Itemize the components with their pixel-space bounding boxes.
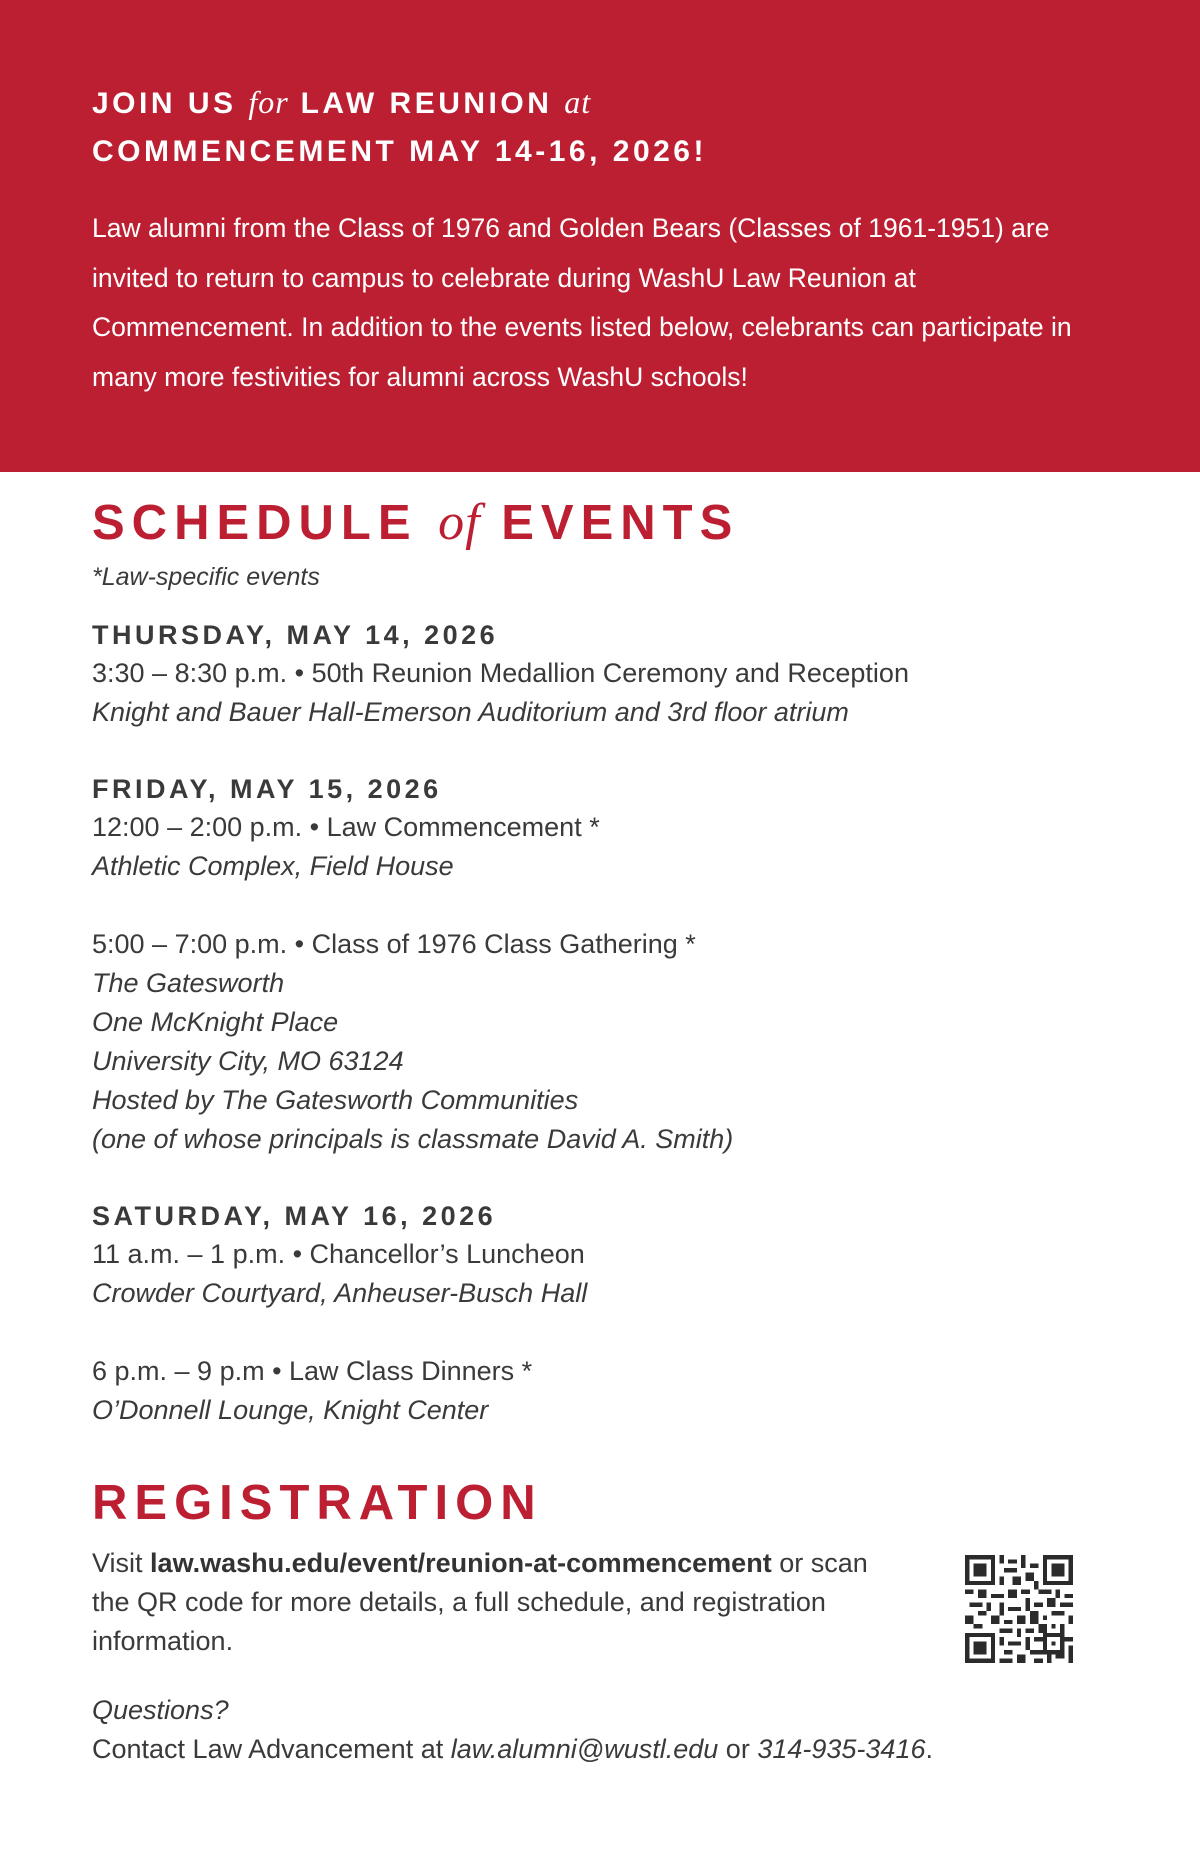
event-location: O’Donnell Lounge, Knight Center (92, 1395, 489, 1425)
event-time-title: 6 p.m. – 9 p.m • Law Class Dinners * (92, 1356, 533, 1386)
event-item (92, 808, 1122, 886)
event-location: The Gatesworth (92, 968, 285, 998)
registration-url-link[interactable]: law.washu.edu/event/reunion-at-commencement (150, 1548, 772, 1578)
schedule-days (92, 616, 1122, 1430)
event-location: One McKnight Place (92, 1007, 339, 1037)
event-item (92, 1235, 1122, 1313)
schedule-day (92, 770, 1122, 1159)
event-time-title: 5:00 – 7:00 p.m. • Class of 1976 Class Gathering * (92, 929, 696, 959)
schedule-day (92, 1197, 1122, 1430)
schedule-day (92, 616, 1122, 732)
day-heading: THURSDAY, MAY 14, 2026 (92, 620, 499, 650)
event-item (92, 925, 1122, 1159)
questions-label: Questions? (92, 1695, 229, 1725)
event-location: Hosted by The Gatesworth Communities (92, 1085, 579, 1115)
contact-line: Contact Law Advancement at law.alumni@wustl.edu or 314-935-3416. (92, 1734, 933, 1764)
email-link[interactable]: law.alumni@wustl.edu (450, 1734, 719, 1764)
day-heading: SATURDAY, MAY 16, 2026 (92, 1201, 497, 1231)
event-location: Athletic Complex, Field House (92, 851, 454, 881)
headline-line-1: JOIN US for LAW REUNION at (92, 84, 592, 120)
registration-title: REGISTRATION (92, 1476, 543, 1530)
event-item (92, 654, 1122, 732)
intro-paragraph: Law alumni from the Class of 1976 and Golden Bears (Classes of 1961-1951) are invited to return to campus to celebrate during WashU Law Reunion at Commencement. In addition to the events listed below, celebrants can participate in many more festivities for alumni across WashU schools! (92, 213, 1072, 392)
event-location: (one of whose principals is classmate David A. Smith) (92, 1124, 734, 1154)
event-item (92, 1352, 1122, 1430)
event-location: Crowder Courtyard, Anheuser-Busch Hall (92, 1278, 588, 1308)
event-location: Knight and Bauer Hall-Emerson Auditorium and 3rd floor atrium (92, 697, 849, 727)
headline-line-2: COMMENCEMENT MAY 14-16, 2026! (92, 135, 707, 168)
event-time-title: 12:00 – 2:00 p.m. • Law Commencement * (92, 812, 600, 842)
qr-code-icon[interactable] (965, 1555, 1073, 1663)
header-banner (0, 0, 1200, 472)
event-location: University City, MO 63124 (92, 1046, 404, 1076)
law-specific-note: *Law-specific events (92, 563, 320, 591)
event-time-title: 3:30 – 8:30 p.m. • 50th Reunion Medallion Ceremony and Reception (92, 658, 909, 688)
phone-number[interactable]: 314-935-3416 (757, 1734, 926, 1764)
registration-text: Visit law.washu.edu/event/reunion-at-commencement or scan the QR code for more details, a full schedule, and registration information. (92, 1548, 868, 1656)
event-time-title: 11 a.m. – 1 p.m. • Chancellor’s Luncheon (92, 1239, 585, 1269)
questions-block (92, 1691, 1122, 1769)
day-heading: FRIDAY, MAY 15, 2026 (92, 774, 442, 804)
schedule-title: SCHEDULE of EVENTS (92, 494, 740, 551)
